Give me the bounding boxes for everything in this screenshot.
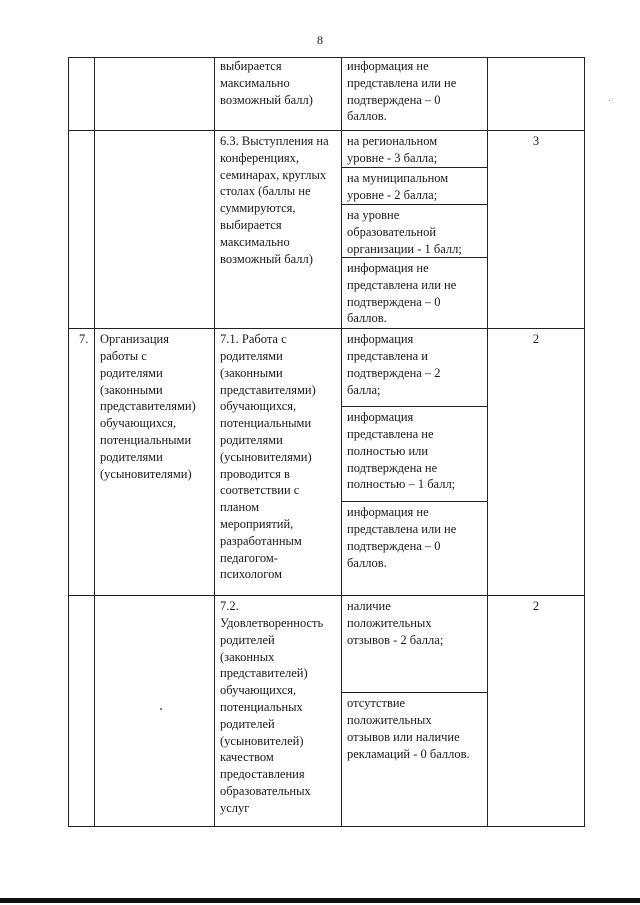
assessment-cell xyxy=(342,329,488,596)
max-score-cell: 2 xyxy=(488,596,585,827)
assessment-item: информация не представлена или не подтверждена – 0 баллов. xyxy=(347,261,457,326)
indicator-cell: 6.3. Выступления на конференциях, семинарах, круглых столах (баллы не суммируются, выбирается максимально возможный балл) xyxy=(215,131,342,329)
number-cell xyxy=(69,58,95,131)
table-row xyxy=(69,329,585,596)
number-cell xyxy=(69,131,95,329)
page-number: 8 xyxy=(317,33,323,47)
assessment-item: на региональном уровне - 3 балла; xyxy=(342,131,487,168)
criterion-cell xyxy=(95,596,215,827)
criterion-cell: Организация работы с родителями (законными представителями) обучающихся, потенциальными родителями (усыновителями) xyxy=(95,329,215,596)
assessment-item: отсутствие положительных отзывов или наличие рекламаций - 0 баллов. xyxy=(347,696,470,761)
assessment-item: на уровне образовательной организации - 1 балл; xyxy=(342,205,487,258)
indicator-cell: 7.1. Работа с родителями (законными представителями) обучающихся, потенциальными родителями (усыновителями) проводится в соответствии с планом мероприятий, разработанным педагогом- психологом xyxy=(215,329,342,596)
scan-edge xyxy=(0,898,640,903)
assessment-cell xyxy=(342,596,488,827)
assessment-cell xyxy=(342,131,488,329)
number-cell: 7. xyxy=(69,329,95,596)
scan-speck xyxy=(609,100,610,101)
table-row xyxy=(69,131,585,329)
assessment-item: информация не представлена или не подтверждена – 0 баллов. xyxy=(347,59,457,124)
criterion-cell xyxy=(95,58,215,131)
indicator-cell: 7.2. Удовлетворенность родителей (законных представителей) обучающихся, потенциальных родителей (усыновителей) качеством предоставления образовательных услуг xyxy=(215,596,342,827)
table-row xyxy=(69,596,585,827)
assessment-item: информация не представлена или не подтверждена – 0 баллов. xyxy=(347,505,457,570)
scan-speck xyxy=(160,708,162,710)
assessment-item: информация представлена и подтверждена – 2 балла; xyxy=(342,329,487,407)
assessment-cell xyxy=(342,58,488,131)
max-score-cell: 3 xyxy=(488,131,585,329)
indicator-cell: выбирается максимально возможный балл) xyxy=(215,58,342,131)
table-row xyxy=(69,58,585,131)
max-score-cell xyxy=(488,58,585,131)
assessment-item: наличие положительных отзывов - 2 балла; xyxy=(342,596,487,693)
max-score-cell: 2 xyxy=(488,329,585,596)
assessment-item: на муниципальном уровне - 2 балла; xyxy=(342,168,487,205)
criteria-table xyxy=(68,57,585,827)
criterion-cell xyxy=(95,131,215,329)
number-cell xyxy=(69,596,95,827)
assessment-item: информация представлена не полностью или подтверждена не полностью – 1 балл; xyxy=(342,407,487,502)
